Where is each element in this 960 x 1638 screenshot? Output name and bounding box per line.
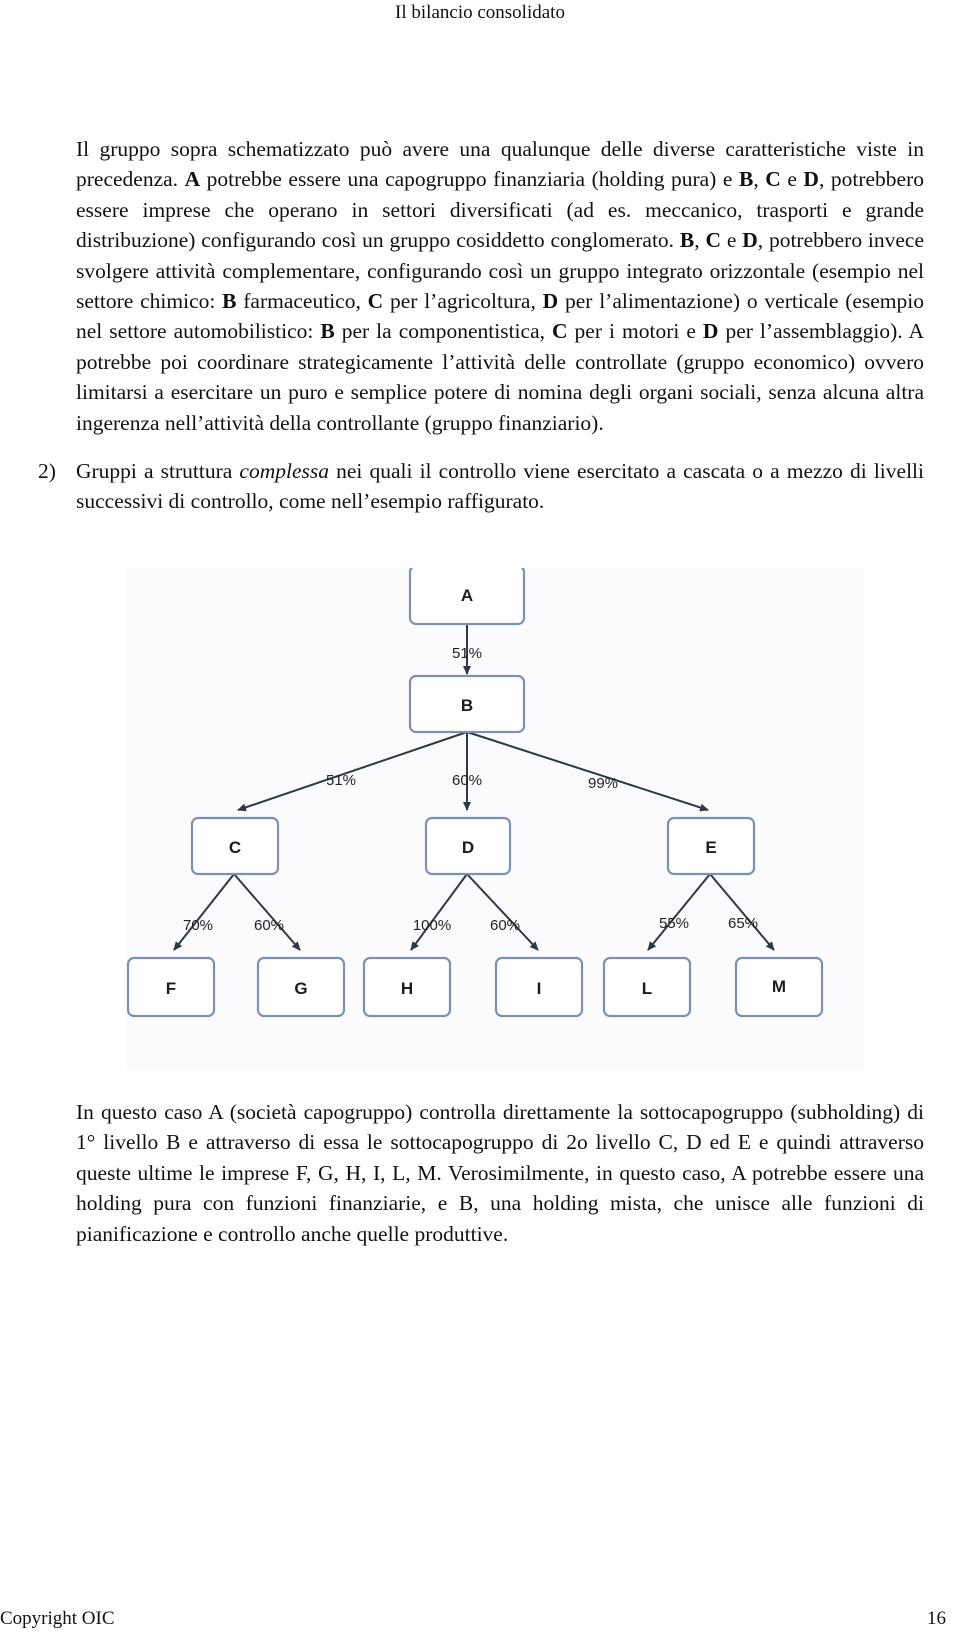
list-number: 2)	[38, 459, 56, 483]
node-label-a: A	[460, 586, 474, 605]
edge-label-e-l: 55%	[658, 915, 690, 932]
node-label-e: E	[705, 838, 717, 857]
node-b	[410, 676, 524, 732]
para1-text-5: , potrebbero essere imprese che operano in settori diversificati (ad es. meccanico, trasporti e grande distribuzione) configurando così un gruppo cosiddetto conglomerato.	[76, 167, 925, 253]
list-italic-term: complessa	[239, 459, 329, 483]
para1-bold-b-4: B	[320, 319, 335, 344]
para1-text-2: potrebbe essere una capogruppo finanziaria (holding pura) e	[200, 167, 739, 192]
footer-copyright: Copyright OIC	[0, 1608, 115, 1629]
node-d	[426, 818, 510, 874]
para1-text-14: per l’assemblaggio). A potrebbe poi coordinare strategicamente l’attività delle controllate (gruppo economico) ovvero limitarsi a esercitare un puro e semplice potere di nomina degli organi sociali, senza alcuna altra ingerenza nell’attività della controllante (gruppo finanziario).	[76, 319, 924, 435]
node-label-i: I	[536, 979, 542, 998]
paragraph-group-characteristics	[76, 134, 924, 438]
node-label-d: D	[461, 838, 475, 857]
node-label-f: F	[165, 979, 177, 998]
node-m	[736, 958, 822, 1016]
edge-b-c	[238, 732, 467, 810]
node-c	[192, 818, 278, 874]
para1-text-11: per l’alimentazione) o verticale (esempio nel settore automobilistico:	[76, 289, 924, 344]
para1-text-12: per la componentistica,	[334, 319, 553, 344]
running-header: Il bilancio consolidato	[395, 2, 565, 23]
para1-bold-d: D	[803, 167, 819, 192]
group-structure-svg	[126, 568, 864, 1070]
para1-bold-d-3: D	[542, 289, 559, 314]
footer-page-number: 16	[927, 1608, 946, 1629]
node-label-g: G	[294, 979, 308, 998]
para1-bold-c-3: C	[367, 289, 384, 314]
para1-text-6: ,	[694, 228, 706, 253]
edge-label-e-m: 65%	[727, 915, 759, 932]
node-label-m: M	[771, 977, 787, 996]
node-label-l: L	[641, 979, 653, 998]
edge-d-i	[467, 874, 538, 950]
edge-label-b-d: 60%	[451, 772, 483, 789]
node-g	[258, 958, 344, 1016]
para1-bold-b-3: B	[222, 289, 237, 314]
edge-label-c-f: 70%	[182, 917, 214, 934]
para1-text-4: e	[780, 167, 804, 192]
para1-text-13: per i motori e	[567, 319, 703, 344]
node-label-c: C	[228, 838, 242, 857]
edge-label-b-c: 51%	[325, 772, 357, 789]
paragraph-diagram-explanation: In questo caso A (società capogruppo) controlla direttamente la sottocapogruppo (subholding) di 1° livello B e attraverso di essa le sottocapogruppo di 2o livello C, D ed E e quindi attraverso queste ultime le imprese F, G, H, I, L, M. Verosimilmente, in questo caso, A potrebbe essere una holding pura con funzioni finanziarie, e B, una holding mista, che unisce alle funzioni di pianificazione e controllo anche quelle produttive.	[76, 1100, 924, 1246]
para1-bold-c: C	[765, 167, 781, 192]
para1-bold-c-2: C	[705, 228, 721, 253]
edge-e-l	[648, 874, 710, 950]
para1-bold-d-2: D	[742, 228, 758, 253]
list-text-1: Gruppi a struttura	[76, 459, 240, 483]
edge-label-d-i: 60%	[489, 917, 521, 934]
list-item-body	[76, 456, 924, 517]
edge-label-c-g: 60%	[253, 917, 285, 934]
para1-bold-a: A	[184, 167, 201, 192]
para1-text-7: e	[720, 228, 743, 253]
edge-label-a-b: 51%	[451, 645, 483, 662]
para1-bold-c-4: C	[552, 319, 568, 344]
para1-bold-b-2: B	[679, 228, 695, 253]
edge-c-f	[174, 874, 234, 950]
para1-text-8: , potrebbero invece svolgere attività complementare, configurando così un gruppo integrato orizzontale (esempio nel settore chimico:	[76, 228, 925, 314]
para1-bold-d-4: D	[702, 319, 719, 344]
list-text-2: nei quali il controllo viene esercitato a cascata o a mezzo di livelli successivi di controllo, come nell’esempio raffigurato.	[76, 459, 924, 514]
node-label-h: H	[400, 979, 414, 998]
para1-bold-b: B	[738, 167, 754, 192]
edge-c-g	[234, 874, 300, 950]
node-e	[668, 818, 754, 874]
edge-b-e	[467, 732, 708, 810]
edge-label-b-e: 99%	[587, 775, 619, 792]
edge-d-h	[411, 874, 467, 950]
group-structure-diagram	[126, 568, 864, 1070]
edge-label-d-h: 100%	[412, 917, 452, 934]
node-label-b: B	[460, 696, 474, 715]
para1-text-3: ,	[753, 167, 766, 192]
node-f	[128, 958, 214, 1016]
node-h	[364, 958, 450, 1016]
node-i	[496, 958, 582, 1016]
para1-text-10: per l’agricoltura,	[383, 289, 543, 314]
para1-text-1: Il gruppo sopra schematizzato può avere una qualunque delle diverse caratteristiche viste in precedenza.	[76, 137, 924, 192]
node-a	[410, 568, 524, 624]
node-l	[604, 958, 690, 1016]
para1-text-9: farmaceutico,	[236, 289, 368, 314]
edge-e-m	[710, 874, 774, 950]
